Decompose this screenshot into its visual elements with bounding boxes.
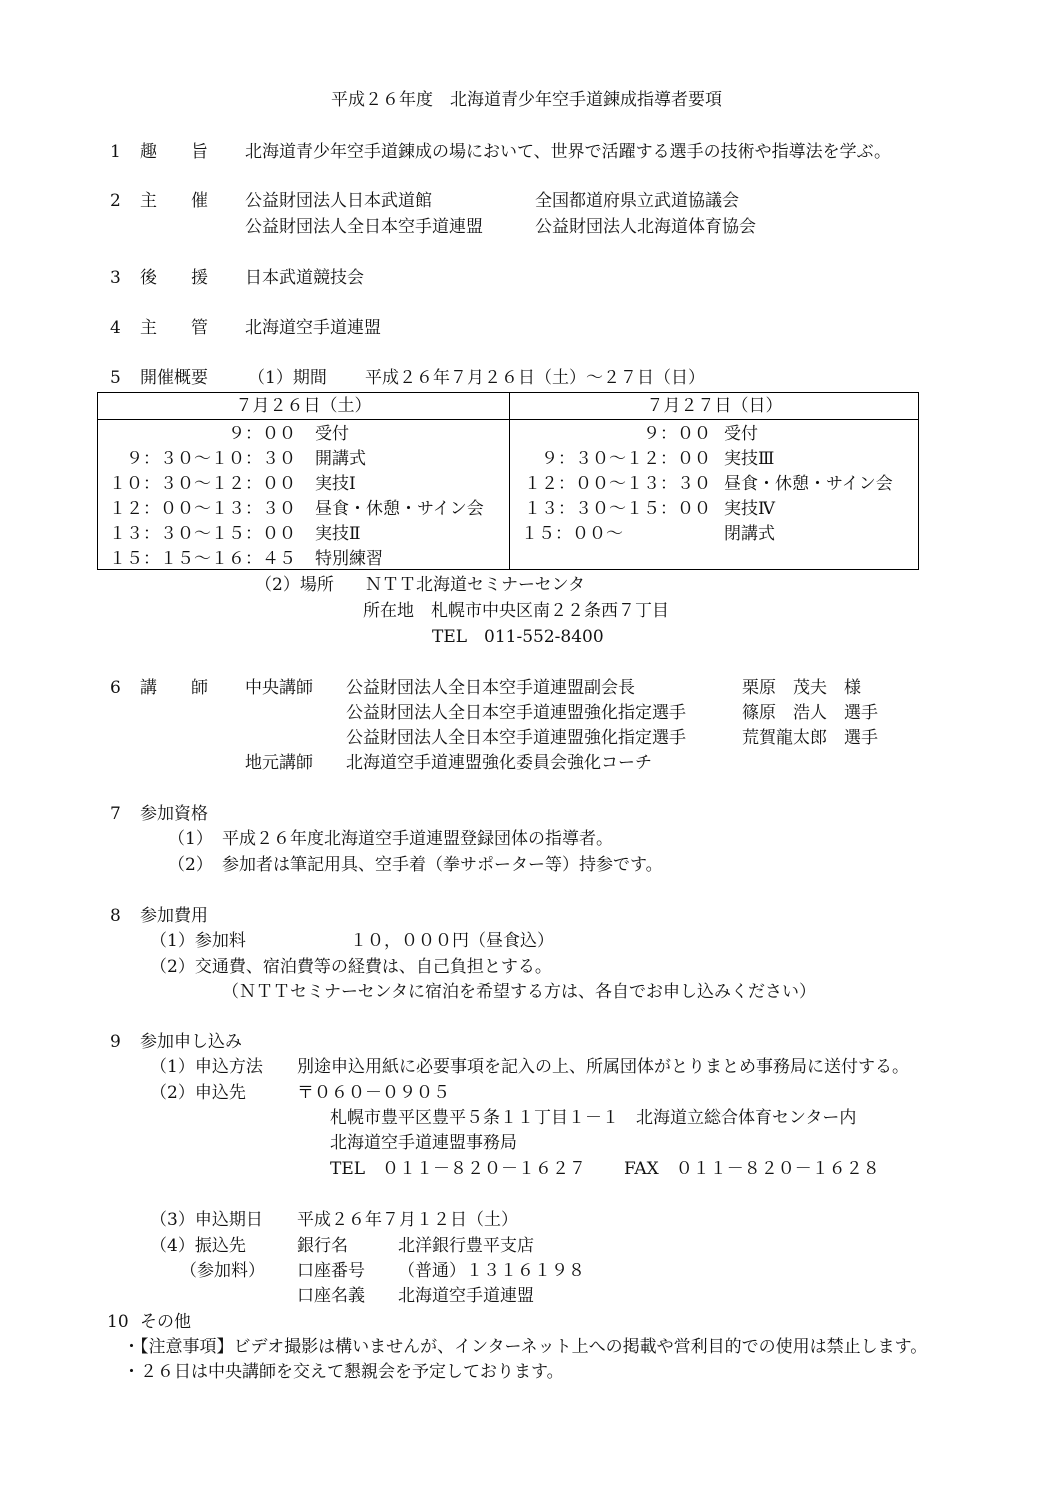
instructor-name: 篠原 浩人 選手	[742, 703, 878, 723]
fee-amount: １０，０００円（昼食込）	[350, 931, 554, 951]
cost-text: （2）交通費、宿泊費等の経費は、自己負担とする。	[150, 957, 552, 977]
bank-label: （4）振込先	[150, 1236, 246, 1256]
table-header-line	[98, 419, 918, 420]
organizer-2: 全国都道府県立武道協議会	[535, 191, 739, 211]
section-6-label: 講 師	[140, 678, 208, 698]
bank-name-label: 銀行名	[297, 1236, 348, 1256]
day2-time: ９：００	[643, 424, 711, 444]
place-label: （2）場所	[255, 575, 334, 595]
instructor-title: 公益財団法人全日本空手道連盟副会長	[346, 678, 635, 698]
destination-label: （2）申込先	[150, 1083, 246, 1103]
schedule-table	[97, 392, 919, 570]
day1-time: １０：３０～１２：００	[109, 474, 296, 494]
section-5-number: 5	[110, 368, 121, 388]
destination-address: 札幌市豊平区豊平５条１１丁目１－１ 北海道立総合体育センター内	[330, 1108, 857, 1128]
day2-item: 昼食・休憩・サイン会	[724, 474, 893, 494]
section-10-label: その他	[140, 1312, 191, 1332]
section-9-number: 9	[110, 1032, 121, 1052]
instructor-title: 公益財団法人全日本空手道連盟強化指定選手	[346, 703, 686, 723]
method-label: （1）申込方法	[150, 1057, 263, 1077]
organizer-1: 公益財団法人日本武道館	[245, 191, 432, 211]
section-6-number: 6	[110, 678, 121, 698]
section-8-label: 参加費用	[140, 906, 208, 926]
destination-office: 北海道空手道連盟事務局	[330, 1133, 517, 1153]
section-4-number: 4	[110, 318, 121, 338]
section-2-number: 2	[110, 191, 121, 211]
place-text: ＮＴＴ北海道セミナーセンタ	[365, 575, 585, 595]
deadline-date: 平成２６年７月１２日（土）	[297, 1210, 518, 1230]
qualification-text: 平成２６年度北海道空手道連盟登録団体の指導者。	[222, 829, 613, 849]
day2-item: 受付	[724, 424, 758, 444]
other-note: ・２６日は中央講師を交えて懇親会を予定しております。	[123, 1362, 564, 1382]
period-text: 平成２６年７月２６日（土）～２７日（日）	[365, 368, 705, 388]
day2-header: ７月２７日（日）	[646, 396, 783, 416]
local-instructor-text: 北海道空手道連盟強化委員会強化コーチ	[346, 753, 652, 773]
section-10-number: 10	[107, 1312, 129, 1332]
organizer-3: 公益財団法人全日本空手道連盟	[245, 217, 483, 237]
day2-time: ９：３０～１２：００	[541, 449, 711, 469]
organizer-4: 公益財団法人北海道体育協会	[535, 217, 756, 237]
section-4-text: 北海道空手道連盟	[245, 318, 381, 338]
method-text: 別途申込用紙に必要事項を記入の上、所属団体がとりまとめ事務局に送付する。	[297, 1057, 909, 1077]
place-tel: TEL 011-552-8400	[432, 627, 604, 647]
deadline-label: （3）申込期日	[150, 1210, 263, 1230]
destination-fax: FAX ０１１－８２０－１６２８	[624, 1159, 880, 1179]
bank-name: 北洋銀行豊平支店	[398, 1236, 534, 1256]
day1-item: 特別練習	[315, 549, 383, 569]
day2-item: 閉講式	[724, 524, 775, 544]
day2-time: １５：００～	[521, 524, 623, 544]
day2-time: １２：００～１３：３０	[524, 474, 711, 494]
section-8-number: 8	[110, 906, 121, 926]
instructor-name: 荒賀龍太郎 選手	[742, 728, 878, 748]
day1-time: １２：００～１３：３０	[109, 499, 296, 519]
section-9-label: 参加申し込み	[140, 1032, 242, 1052]
page-title: 平成２６年度 北海道青少年空手道錬成指導者要項	[331, 90, 722, 110]
account-name-label: 口座名義	[297, 1286, 365, 1306]
bank-sub-label: （参加料）	[180, 1261, 265, 1281]
section-1-number: 1	[110, 142, 121, 162]
section-3-label: 後 援	[140, 268, 208, 288]
period-label: （1）期間	[248, 368, 327, 388]
day1-time: １３：３０～１５：００	[109, 524, 296, 544]
destination-tel: TEL ０１１－８２０－１６２７	[330, 1159, 587, 1179]
qualification-text: 参加者は筆記用具、空手着（拳サポーター等）持参です。	[222, 855, 663, 875]
day1-item: 受付	[315, 424, 349, 444]
other-note: ・【注意事項】ビデオ撮影は構いませんが、インターネット上への掲載や営利目的での使用は禁止します。	[123, 1337, 928, 1357]
section-1-label: 趣 旨	[140, 142, 208, 162]
day1-item: 実技Ⅰ	[315, 474, 356, 494]
section-7-label: 参加資格	[140, 804, 208, 824]
account-number-label: 口座番号	[297, 1261, 365, 1281]
section-3-number: 3	[110, 268, 121, 288]
section-2-label: 主 催	[140, 191, 208, 211]
day1-header: ７月２６日（土）	[235, 396, 372, 416]
lodging-note: （ＮＴＴセミナーセンタに宿泊を希望する方は、各自でお申し込みください）	[222, 982, 816, 1002]
day1-time: １５：１５～１６：４５	[109, 549, 296, 569]
day1-time: ９：３０～１０：３０	[126, 449, 296, 469]
day1-time: ９：００	[228, 424, 296, 444]
qualification-number: （2）	[168, 855, 213, 875]
day2-item: 実技Ⅳ	[724, 499, 775, 519]
account-name: 北海道空手道連盟	[398, 1286, 534, 1306]
section-5-label: 開催概要	[140, 368, 208, 388]
central-instructor-label: 中央講師	[245, 678, 313, 698]
postal-code: 〒０６０－０９０５	[297, 1083, 450, 1103]
section-3-text: 日本武道競技会	[245, 268, 364, 288]
day1-item: 実技Ⅱ	[315, 524, 361, 544]
instructor-name: 栗原 茂夫 様	[742, 678, 861, 698]
section-7-number: 7	[110, 804, 121, 824]
section-1-text: 北海道青少年空手道錬成の場において、世界で活躍する選手の技術や指導法を学ぶ。	[245, 142, 891, 162]
section-4-label: 主 管	[140, 318, 208, 338]
day1-item: 昼食・休憩・サイン会	[315, 499, 484, 519]
fee-label: （1）参加料	[150, 931, 246, 951]
local-instructor-label: 地元講師	[245, 753, 313, 773]
day2-item: 実技Ⅲ	[724, 449, 775, 469]
day1-item: 開講式	[315, 449, 366, 469]
instructor-title: 公益財団法人全日本空手道連盟強化指定選手	[346, 728, 686, 748]
account-number: （普通）１３１６１９８	[398, 1261, 585, 1281]
place-address: 所在地 札幌市中央区南２２条西７丁目	[363, 601, 669, 621]
day2-time: １３：３０～１５：００	[524, 499, 711, 519]
qualification-number: （1）	[168, 829, 213, 849]
